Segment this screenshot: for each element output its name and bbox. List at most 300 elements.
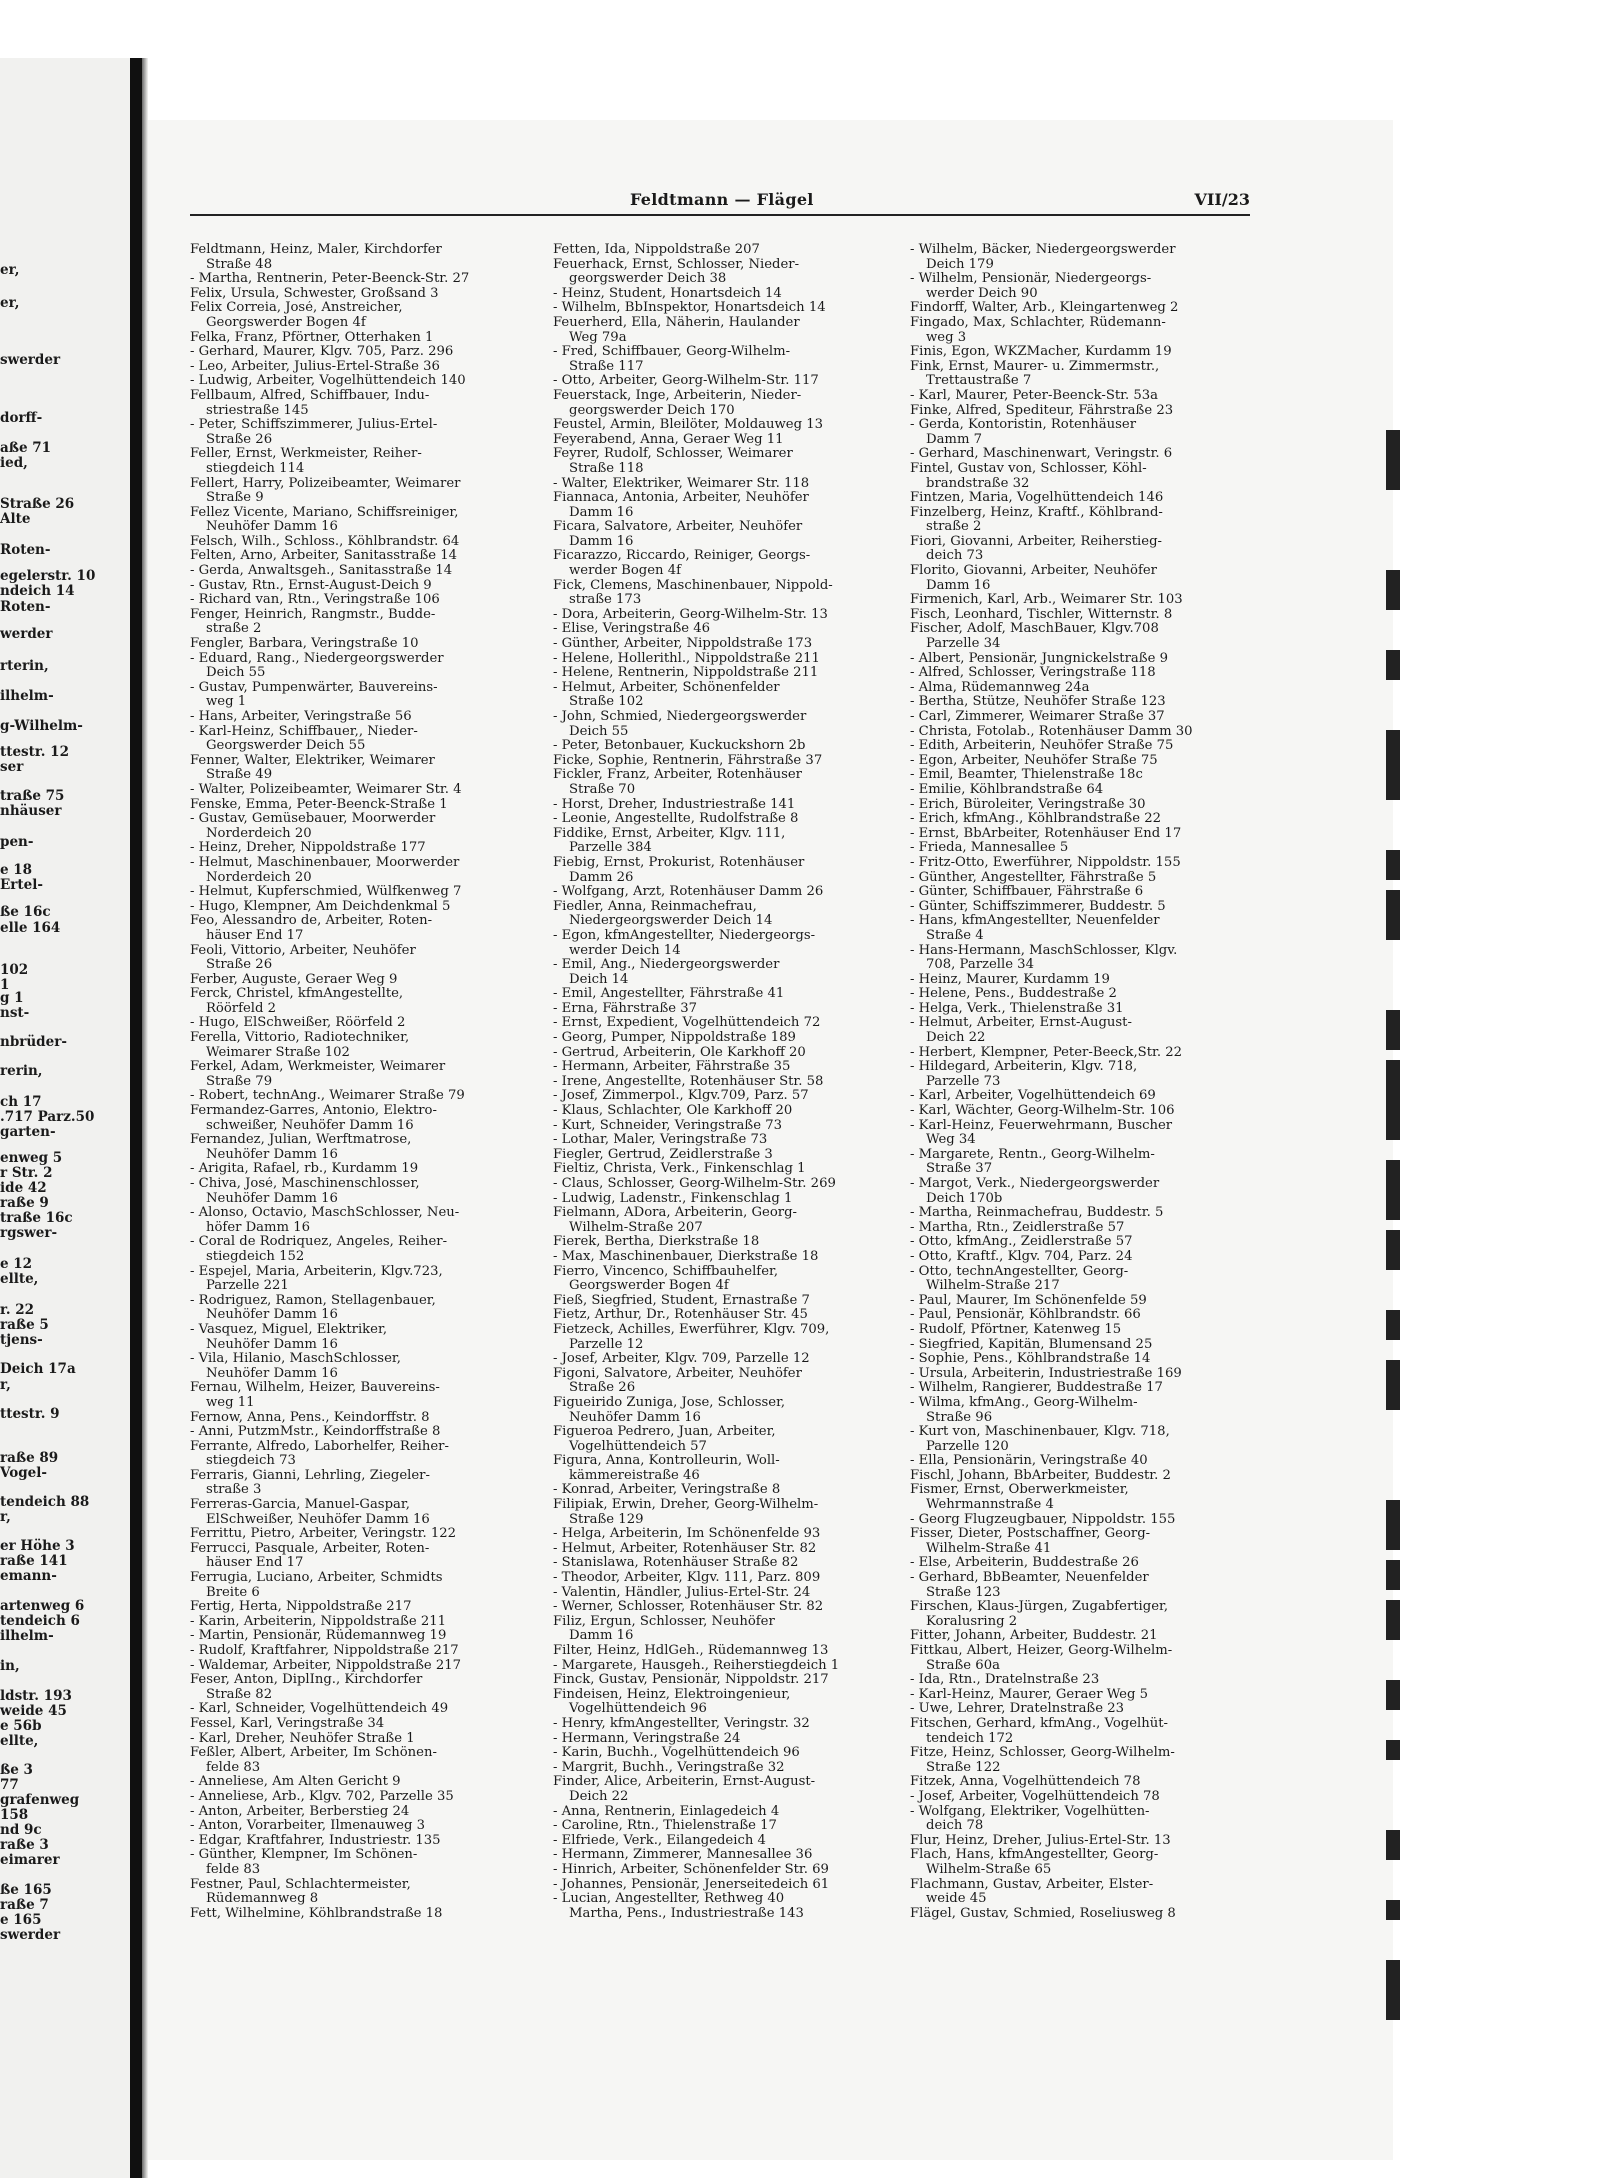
directory-entry: - Gerhard, BbBeamter, Neuenfelder bbox=[910, 1571, 1149, 1586]
directory-entry: Straße 79 bbox=[206, 1074, 273, 1089]
directory-entry: Vogelhüttendeich 57 bbox=[569, 1439, 707, 1454]
directory-entry: - Wilhelm, Rangierer, Buddestraße 17 bbox=[910, 1381, 1163, 1396]
directory-entry: Straße 9 bbox=[206, 491, 264, 506]
directory-entry: Fernow, Anna, Pens., Keindorffstr. 8 bbox=[190, 1410, 430, 1425]
adjacent-page-text: dorff- bbox=[0, 410, 43, 426]
directory-entry: Straße 26 bbox=[206, 958, 273, 973]
edge-mark bbox=[1386, 1900, 1400, 1920]
directory-entry: - Waldemar, Arbeiter, Nippoldstraße 217 bbox=[190, 1658, 462, 1673]
directory-entry: - Robert, technAng., Weimarer Straße 79 bbox=[190, 1089, 465, 1104]
directory-entry: Fietz, Arthur, Dr., Rotenhäuser Str. 45 bbox=[553, 1308, 808, 1323]
directory-entry: Fernau, Wilhelm, Heizer, Bauvereins- bbox=[190, 1381, 440, 1396]
directory-entry: - Peter, Schiffszimmerer, Julius-Ertel- bbox=[190, 418, 438, 433]
adjacent-page-text: e 56b bbox=[0, 1718, 42, 1734]
edge-mark bbox=[1386, 430, 1400, 490]
directory-entry: felde 83 bbox=[206, 1862, 261, 1877]
directory-entry: Deich 55 bbox=[569, 724, 629, 739]
adjacent-page-text: ellte, bbox=[0, 1271, 39, 1287]
edge-mark bbox=[1386, 650, 1400, 680]
edge-mark bbox=[1386, 1060, 1400, 1140]
directory-entry: - Sophie, Pens., Köhlbrandstraße 14 bbox=[910, 1352, 1151, 1367]
directory-entry: Straße 118 bbox=[569, 461, 644, 476]
directory-entry: - Gustav, Rtn., Ernst-August-Deich 9 bbox=[190, 578, 432, 593]
directory-entry: Flachmann, Gustav, Arbeiter, Elster- bbox=[910, 1877, 1154, 1892]
directory-entry: weg 11 bbox=[206, 1395, 255, 1410]
directory-entry: - Erich, kfmAng., Köhlbrandstraße 22 bbox=[910, 812, 1161, 827]
edge-mark bbox=[1386, 1680, 1400, 1710]
directory-entry: - Wilma, kfmAng., Georg-Wilhelm- bbox=[910, 1395, 1138, 1410]
directory-entry: Ferella, Vittorio, Radiotechniker, bbox=[190, 1031, 410, 1046]
directory-entry: Fessel, Karl, Veringstraße 34 bbox=[190, 1716, 385, 1731]
directory-entry: Straße 37 bbox=[926, 1162, 993, 1177]
directory-entry: Fischer, Adolf, MaschBauer, Klgv.708 bbox=[910, 622, 1159, 637]
directory-entry: - Erna, Fährstraße 37 bbox=[553, 1001, 698, 1016]
directory-entry: 708, Parzelle 34 bbox=[926, 958, 1034, 973]
directory-entry: - Ernst, BbArbeiter, Rotenhäuser End 17 bbox=[910, 826, 1182, 841]
directory-entry: - Kurt von, Maschinenbauer, Klgv. 718, bbox=[910, 1425, 1170, 1440]
directory-entry: - Christa, Fotolab., Rotenhäuser Damm 30 bbox=[910, 724, 1193, 739]
directory-entry: Parzelle 384 bbox=[569, 841, 652, 856]
directory-entry: häuser End 17 bbox=[206, 928, 304, 943]
directory-entry: Ferck, Christel, kfmAngestellte, bbox=[190, 987, 404, 1002]
directory-entry: Fetten, Ida, Nippoldstraße 207 bbox=[553, 243, 760, 257]
adjacent-page-text: .717 Parz.50 bbox=[0, 1109, 95, 1125]
directory-entry: Fintzen, Maria, Vogelhüttendeich 146 bbox=[910, 491, 1164, 506]
directory-entry: Feßler, Albert, Arbeiter, Im Schönen- bbox=[190, 1746, 437, 1761]
directory-entry: - Vasquez, Miguel, Elektriker, bbox=[190, 1322, 388, 1337]
directory-entry: Fertig, Herta, Nippoldstraße 217 bbox=[190, 1600, 412, 1615]
directory-entry: Fisch, Leonhard, Tischler, Witternstr. 8 bbox=[910, 607, 1173, 622]
edge-mark bbox=[1386, 1960, 1400, 2020]
directory-entry: - Helga, Verk., Thielenstraße 31 bbox=[910, 1001, 1124, 1016]
directory-entry: - Else, Arbeiterin, Buddestraße 26 bbox=[910, 1556, 1139, 1571]
directory-entry: - Claus, Schlosser, Georg-Wilhelm-Str. 269 bbox=[553, 1177, 836, 1191]
adjacent-page-text: emann- bbox=[0, 1568, 57, 1584]
directory-entry: Fieltiz, Christa, Verk., Finkenschlag 1 bbox=[553, 1162, 806, 1177]
directory-entry: - Egon, kfmAngestellter, Niedergeorgs- bbox=[553, 928, 816, 943]
page-number: VII/23 bbox=[1194, 190, 1250, 209]
directory-entry: - Paul, Pensionär, Köhlbrandstr. 66 bbox=[910, 1308, 1141, 1323]
directory-entry: - Karl, Dreher, Neuhöfer Straße 1 bbox=[190, 1731, 415, 1746]
directory-entry: Deich 55 bbox=[206, 666, 266, 681]
directory-entry: - Anni, PutzmMstr., Keindorffstraße 8 bbox=[190, 1425, 441, 1440]
directory-entry: - Günther, Angestellter, Fährstraße 5 bbox=[910, 870, 1157, 885]
directory-entry: Ficke, Sophie, Rentnerin, Fährstraße 37 bbox=[553, 753, 823, 768]
directory-entry: Wilhelm-Straße 41 bbox=[926, 1541, 1052, 1556]
directory-entry: - Walter, Elektriker, Weimarer Str. 118 bbox=[553, 476, 810, 491]
directory-entry: - Klaus, Schlachter, Ole Karkhoff 20 bbox=[553, 1104, 793, 1119]
directory-entry: - Gerda, Kontoristin, Rotenhäuser bbox=[910, 418, 1137, 433]
directory-entry: Neuhöfer Damm 16 bbox=[206, 1191, 338, 1206]
directory-entry: - Theodor, Arbeiter, Klgv. 111, Parz. 809 bbox=[553, 1571, 821, 1586]
directory-entry: Neuhöfer Damm 16 bbox=[206, 520, 338, 535]
directory-entry: - Gustav, Pumpenwärter, Bauvereins- bbox=[190, 680, 438, 695]
edge-mark bbox=[1386, 1600, 1400, 1640]
adjacent-page-text: garten- bbox=[0, 1124, 56, 1140]
directory-entry: - Valentin, Händler, Julius-Ertel-Str. 24 bbox=[553, 1585, 811, 1600]
adjacent-page-text: nd 9c bbox=[0, 1822, 42, 1838]
directory-entry: Norderdeich 20 bbox=[206, 870, 312, 885]
adjacent-page-text: ldstr. 193 bbox=[0, 1688, 72, 1704]
directory-entry: Norderdeich 20 bbox=[206, 826, 312, 841]
directory-entry: - Leonie, Angestellte, Rudolfstraße 8 bbox=[553, 812, 799, 827]
directory-entry: höfer Damm 16 bbox=[206, 1220, 311, 1235]
directory-entry: Damm 16 bbox=[569, 1629, 634, 1644]
directory-entry: Figura, Anna, Kontrolleurin, Woll- bbox=[553, 1454, 780, 1469]
directory-entry: - Otto, technAngestellter, Georg- bbox=[910, 1264, 1129, 1279]
directory-entry: straße 2 bbox=[926, 520, 982, 535]
directory-entry: Festner, Paul, Schlachtermeister, bbox=[190, 1877, 411, 1892]
directory-entry: Finke, Alfred, Spediteur, Fährstraße 23 bbox=[910, 403, 1174, 418]
directory-entry: Damm 16 bbox=[569, 505, 634, 520]
directory-entry: - Martha, Rtn., Zeidlerstraße 57 bbox=[910, 1220, 1125, 1235]
directory-entry: - Caroline, Rtn., Thielenstraße 17 bbox=[553, 1819, 777, 1834]
adjacent-page-text: ße 165 bbox=[0, 1882, 52, 1898]
directory-entry: - Vila, Hilanio, MaschSchlosser, bbox=[190, 1352, 401, 1367]
directory-entry: Neuhöfer Damm 16 bbox=[569, 1410, 701, 1425]
adjacent-page-text: g 1 bbox=[0, 990, 24, 1006]
directory-entry: - Frieda, Mannesallee 5 bbox=[910, 841, 1069, 856]
directory-entry: Fieß, Siegfried, Student, Ernastraße 7 bbox=[553, 1293, 810, 1308]
directory-entry: Findeisen, Heinz, Elektroingenieur, bbox=[553, 1687, 791, 1702]
directory-entry: - Alfred, Schlosser, Veringstraße 118 bbox=[910, 666, 1156, 681]
edge-mark bbox=[1386, 850, 1400, 880]
directory-entry: - Heinz, Maurer, Kurdamm 19 bbox=[910, 972, 1110, 987]
directory-entry: - John, Schmied, Niedergeorgswerder bbox=[553, 710, 807, 724]
adjacent-page-text: raße 5 bbox=[0, 1317, 49, 1333]
directory-entry: - Helmut, Maschinenbauer, Moorwerder bbox=[190, 855, 460, 870]
directory-entry: Fenger, Heinrich, Rangmstr., Budde- bbox=[190, 607, 436, 622]
directory-entry: - Fred, Schiffbauer, Georg-Wilhelm- bbox=[553, 345, 791, 360]
directory-entry: - Otto, Arbeiter, Georg-Wilhelm-Str. 117 bbox=[553, 374, 819, 389]
directory-column-3 bbox=[910, 243, 1255, 1921]
directory-entry: - Margot, Verk., Niedergeorgswerder bbox=[910, 1177, 1160, 1191]
directory-entry: Niedergeorgswerder Deich 14 bbox=[569, 914, 773, 929]
directory-entry: - Margarete, Rentn., Georg-Wilhelm- bbox=[910, 1147, 1155, 1162]
directory-entry: Filipiak, Erwin, Dreher, Georg-Wilhelm- bbox=[553, 1498, 819, 1513]
adjacent-page-text: ße 16c bbox=[0, 904, 51, 920]
directory-entry: Straße 49 bbox=[206, 768, 273, 783]
directory-entry: Fernandez, Julian, Werftmatrose, bbox=[190, 1133, 412, 1148]
directory-entry: - Erich, Büroleiter, Veringstraße 30 bbox=[910, 797, 1146, 812]
directory-entry: - Wilhelm, Bäcker, Niedergeorgswerder bbox=[910, 243, 1176, 257]
directory-entry: Feo, Alessandro de, Arbeiter, Roten- bbox=[190, 914, 433, 929]
adjacent-page-text: ser bbox=[0, 759, 24, 775]
directory-entry: - Karl, Schneider, Vogelhüttendeich 49 bbox=[190, 1702, 449, 1717]
directory-entry: häuser End 17 bbox=[206, 1556, 304, 1571]
directory-entry: Straße 122 bbox=[926, 1760, 1001, 1775]
adjacent-page-text: ttestr. 9 bbox=[0, 1406, 60, 1422]
directory-entry: - Günter, Schiffbauer, Fährstraße 6 bbox=[910, 885, 1144, 900]
directory-entry: - Wilhelm, BbInspektor, Honartsdeich 14 bbox=[553, 301, 826, 316]
directory-entry: - Margarete, Hausgeh., Reiherstiegdeich 1 bbox=[553, 1658, 840, 1673]
directory-entry: - Hildegard, Arbeiterin, Klgv. 718, bbox=[910, 1060, 1138, 1075]
directory-entry: Flach, Hans, kfmAngestellter, Georg- bbox=[910, 1848, 1159, 1863]
directory-entry: - Hermann, Veringstraße 24 bbox=[553, 1731, 741, 1746]
directory-entry: - Günther, Arbeiter, Nippoldstraße 173 bbox=[553, 637, 813, 652]
adjacent-page-text: werder bbox=[0, 626, 53, 642]
directory-entry: - Anton, Arbeiter, Berberstieg 24 bbox=[190, 1804, 410, 1819]
edge-mark bbox=[1386, 1740, 1400, 1760]
directory-entry: Fismer, Ernst, Oberwerkmeister, bbox=[910, 1483, 1129, 1498]
adjacent-page-text: enweg 5 bbox=[0, 1150, 63, 1166]
directory-entry: Fenner, Walter, Elektriker, Weimarer bbox=[190, 753, 435, 768]
directory-entry: - Helene, Pens., Buddestraße 2 bbox=[910, 987, 1117, 1002]
adjacent-page-text: grafenweg bbox=[0, 1792, 80, 1808]
edge-mark bbox=[1386, 1560, 1400, 1590]
directory-entry: - Dora, Arbeiterin, Georg-Wilhelm-Str. 13 bbox=[553, 607, 828, 622]
directory-entry: Trettaustraße 7 bbox=[926, 374, 1032, 389]
directory-entry: - Ernst, Expedient, Vogelhüttendeich 72 bbox=[553, 1016, 821, 1031]
directory-entry: - Emil, Beamter, Thielenstraße 18c bbox=[910, 768, 1143, 783]
directory-entry: Fengler, Barbara, Veringstraße 10 bbox=[190, 637, 419, 652]
directory-entry: Straße 123 bbox=[926, 1585, 1001, 1600]
directory-entry: - Otto, Kraftf., Klgv. 704, Parz. 24 bbox=[910, 1249, 1133, 1264]
directory-entry: Koralusring 2 bbox=[926, 1614, 1018, 1629]
adjacent-page-text: egelerstr. 10 bbox=[0, 568, 96, 584]
directory-entry: - Edith, Arbeiterin, Neuhöfer Straße 75 bbox=[910, 739, 1174, 754]
adjacent-page-text: raße 9 bbox=[0, 1195, 49, 1211]
adjacent-page-text: ndeich 14 bbox=[0, 583, 75, 599]
directory-entry: ElSchweißer, Neuhöfer Damm 16 bbox=[206, 1512, 430, 1527]
directory-entry: Wilhelm-Straße 217 bbox=[926, 1279, 1060, 1294]
directory-entry: Fielmann, ADora, Arbeiterin, Georg- bbox=[553, 1206, 797, 1221]
directory-entry: - Richard van, Rtn., Veringstraße 106 bbox=[190, 593, 440, 608]
adjacent-page-text: ied, bbox=[0, 455, 28, 471]
adjacent-page-text: weide 45 bbox=[0, 1703, 67, 1719]
directory-entry: Damm 26 bbox=[569, 870, 634, 885]
directory-entry: Wehrmannstraße 4 bbox=[926, 1498, 1054, 1513]
directory-entry: - Alma, Rüdemannweg 24a bbox=[910, 680, 1090, 695]
directory-entry: - Walter, Polizeibeamter, Weimarer Str. 4 bbox=[190, 782, 462, 797]
directory-entry: striestraße 145 bbox=[206, 403, 309, 418]
directory-entry: Röörfeld 2 bbox=[206, 1001, 277, 1016]
directory-entry: - Josef, Zimmerpol., Klgv.709, Parz. 57 bbox=[553, 1089, 809, 1104]
directory-entry: Fick, Clemens, Maschinenbauer, Nippold- bbox=[553, 578, 833, 593]
adjacent-page-text: 102 bbox=[0, 962, 29, 978]
directory-entry: straße 2 bbox=[206, 622, 262, 637]
adjacent-page-text: artenweg 6 bbox=[0, 1598, 85, 1614]
directory-entry: - Otto, kfmAng., Zeidlerstraße 57 bbox=[910, 1235, 1133, 1250]
directory-entry: - Edgar, Kraftfahrer, Industriestr. 135 bbox=[190, 1833, 441, 1848]
directory-entry: Feyrer, Rudolf, Schlosser, Weimarer bbox=[553, 447, 793, 462]
directory-entry: - Karin, Buchh., Vogelhüttendeich 96 bbox=[553, 1746, 800, 1761]
directory-entry: Straße 102 bbox=[569, 695, 644, 710]
directory-entry: - Helene, Rentnerin, Nippoldstraße 211 bbox=[553, 666, 819, 681]
directory-entry: - Karl-Heinz, Schiffbauer,, Nieder- bbox=[190, 724, 418, 739]
adjacent-page-text: raße 141 bbox=[0, 1553, 68, 1569]
directory-entry: deich 73 bbox=[926, 549, 984, 564]
directory-entry: Ficara, Salvatore, Arbeiter, Neuhöfer bbox=[553, 520, 803, 535]
edge-mark bbox=[1386, 1360, 1400, 1410]
directory-entry: Straße 129 bbox=[569, 1512, 644, 1527]
directory-entry: - Heinz, Dreher, Nippoldstraße 177 bbox=[190, 841, 426, 856]
directory-entry: - Anneliese, Am Alten Gericht 9 bbox=[190, 1775, 401, 1790]
directory-entry: Deich 22 bbox=[569, 1789, 629, 1804]
directory-entry: - Rodriguez, Ramon, Stellagenbauer, bbox=[190, 1293, 436, 1308]
directory-entry: Findorff, Walter, Arb., Kleingartenweg 2 bbox=[910, 301, 1179, 316]
directory-entry: Fiegler, Gertrud, Zeidlerstraße 3 bbox=[553, 1147, 773, 1162]
adjacent-page-text: raße 3 bbox=[0, 1837, 49, 1853]
edge-mark bbox=[1386, 730, 1400, 800]
adjacent-page-text: pen- bbox=[0, 834, 34, 850]
directory-entry: Feser, Anton, DiplIng., Kirchdorfer bbox=[190, 1673, 423, 1688]
directory-entry: - Paul, Maurer, Im Schönenfelde 59 bbox=[910, 1293, 1147, 1308]
directory-entry: - Helmut, Kupferschmied, Wülfkenweg 7 bbox=[190, 885, 462, 900]
directory-entry: - Wolfgang, Arzt, Rotenhäuser Damm 26 bbox=[553, 885, 824, 900]
directory-entry: Damm 16 bbox=[926, 578, 991, 593]
directory-entry: Firmenich, Karl, Arb., Weimarer Str. 103 bbox=[910, 593, 1183, 608]
directory-entry: - Irene, Angestellte, Rotenhäuser Str. 58 bbox=[553, 1074, 824, 1089]
directory-entry: weg 3 bbox=[926, 330, 967, 345]
directory-entry: - Helmut, Arbeiter, Rotenhäuser Str. 82 bbox=[553, 1541, 817, 1556]
directory-entry: - Karl-Heinz, Feuerwehrmann, Buscher bbox=[910, 1118, 1173, 1133]
directory-entry: Figoni, Salvatore, Arbeiter, Neuhöfer bbox=[553, 1366, 802, 1381]
edge-mark bbox=[1386, 890, 1400, 940]
directory-entry: - Ella, Pensionärin, Veringstraße 40 bbox=[910, 1454, 1148, 1469]
directory-entry: - Henry, kfmAngestellter, Veringstr. 32 bbox=[553, 1716, 810, 1731]
directory-entry: Felix, Ursula, Schwester, Großsand 3 bbox=[190, 286, 439, 301]
directory-entry: georgswerder Deich 170 bbox=[569, 403, 735, 418]
adjacent-page-text: 158 bbox=[0, 1807, 29, 1823]
directory-entry: - Elise, Veringstraße 46 bbox=[553, 622, 711, 637]
directory-entry: straße 3 bbox=[206, 1483, 262, 1498]
directory-entry: brandstraße 32 bbox=[926, 476, 1030, 491]
directory-entry: - Margrit, Buchh., Veringstraße 32 bbox=[553, 1760, 785, 1775]
directory-entry: - Rudolf, Pförtner, Katenweg 15 bbox=[910, 1322, 1122, 1337]
directory-entry: Fiannaca, Antonia, Arbeiter, Neuhöfer bbox=[553, 491, 809, 506]
directory-entry: Figueroa Pedrero, Juan, Arbeiter, bbox=[553, 1425, 776, 1440]
directory-entry: Breite 6 bbox=[206, 1585, 260, 1600]
directory-entry: Vogelhüttendeich 96 bbox=[569, 1702, 707, 1717]
right-edge-marks bbox=[1380, 130, 1410, 2050]
directory-entry: Figueirido Zuniga, Jose, Schlosser, bbox=[553, 1395, 786, 1410]
directory-entry: Wilhelm-Straße 65 bbox=[926, 1862, 1052, 1877]
directory-entry: - Anneliese, Arb., Klgv. 702, Parzelle 35 bbox=[190, 1789, 454, 1804]
directory-entry: - Bertha, Stütze, Neuhöfer Straße 123 bbox=[910, 695, 1166, 710]
directory-entry: Straße 70 bbox=[569, 782, 636, 797]
adjacent-page-text: in, bbox=[0, 1658, 20, 1674]
directory-entry: Fink, Ernst, Maurer- u. Zimmermstr., bbox=[910, 359, 1160, 374]
directory-entry: Fingado, Max, Schlachter, Rüdemann- bbox=[910, 315, 1166, 330]
directory-entry: Martha, Pens., Industriestraße 143 bbox=[569, 1906, 804, 1921]
directory-entry: - Helmut, Arbeiter, Schönenfelder bbox=[553, 680, 780, 695]
directory-entry: - Martin, Pensionär, Rüdemannweg 19 bbox=[190, 1629, 447, 1644]
adjacent-page-text: nbrüder- bbox=[0, 1034, 67, 1050]
directory-entry: - Lucian, Angestellter, Rethweg 40 bbox=[553, 1892, 785, 1907]
directory-entry: Weg 79a bbox=[569, 330, 627, 345]
directory-entry: Fitschen, Gerhard, kfmAng., Vogelhüt- bbox=[910, 1716, 1168, 1731]
adjacent-page-text: rerin, bbox=[0, 1063, 43, 1079]
adjacent-page-text: r Str. 2 bbox=[0, 1165, 53, 1181]
adjacent-page-text: e 18 bbox=[0, 862, 33, 878]
directory-entry: Flur, Heinz, Dreher, Julius-Ertel-Str. 13 bbox=[910, 1833, 1171, 1848]
directory-column-1 bbox=[190, 243, 535, 1921]
directory-entry: Straße 26 bbox=[206, 432, 273, 447]
directory-entry: Fischl, Johann, BbArbeiter, Buddestr. 2 bbox=[910, 1468, 1171, 1483]
directory-entry: Feldtmann, Heinz, Maler, Kirchdorfer bbox=[190, 243, 442, 257]
directory-entry: - Emil, Angestellter, Fährstraße 41 bbox=[553, 987, 785, 1002]
adjacent-page-text: Roten- bbox=[0, 599, 51, 615]
directory-entry: Fisser, Dieter, Postschaffner, Georg- bbox=[910, 1527, 1151, 1542]
directory-entry: Rüdemannweg 8 bbox=[206, 1892, 319, 1907]
directory-entry: Ferkel, Adam, Werkmeister, Weimarer bbox=[190, 1060, 446, 1075]
directory-entry: Weg 34 bbox=[926, 1133, 976, 1148]
adjacent-page-text: Roten- bbox=[0, 542, 51, 558]
directory-entry: Florito, Giovanni, Arbeiter, Neuhöfer bbox=[910, 564, 1157, 579]
directory-entry: Damm 16 bbox=[569, 534, 634, 549]
adjacent-page-text: Alte bbox=[0, 511, 31, 527]
directory-entry: - Gerhard, Maurer, Klgv. 705, Parz. 296 bbox=[190, 345, 454, 360]
directory-entry: Fellbaum, Alfred, Schiffbauer, Indu- bbox=[190, 388, 430, 403]
adjacent-page-text: 1 bbox=[0, 977, 10, 993]
adjacent-page-text: swerder bbox=[0, 1927, 61, 1943]
directory-entry: - Günter, Schiffszimmerer, Buddestr. 5 bbox=[910, 899, 1166, 914]
adjacent-page-text: rterin, bbox=[0, 658, 49, 674]
directory-entry: stiegdeich 114 bbox=[206, 461, 305, 476]
directory-entry: - Ursula, Arbeiterin, Industriestraße 169 bbox=[910, 1366, 1182, 1381]
directory-entry: - Gerhard, Maschinenwart, Veringstr. 6 bbox=[910, 447, 1173, 462]
directory-entry: Deich 170b bbox=[926, 1191, 1003, 1206]
adjacent-page-text: e 165 bbox=[0, 1912, 42, 1928]
directory-entry: Finck, Gustav, Pensionär, Nippoldstr. 217 bbox=[553, 1673, 829, 1688]
adjacent-page-text: ilhelm- bbox=[0, 688, 54, 704]
directory-entry: Flägel, Gustav, Schmied, Roseliusweg 8 bbox=[910, 1906, 1176, 1921]
directory-entry: - Elfriede, Verk., Eilangedeich 4 bbox=[553, 1833, 766, 1848]
adjacent-page-strip bbox=[0, 58, 130, 2178]
adjacent-page-text: er, bbox=[0, 295, 20, 311]
directory-entry: - Lothar, Maler, Veringstraße 73 bbox=[553, 1133, 768, 1148]
adjacent-page-text: raße 89 bbox=[0, 1450, 59, 1466]
directory-entry: Ferrante, Alfredo, Laborhelfer, Reiher- bbox=[190, 1439, 449, 1454]
directory-entry: - Anna, Rentnerin, Einlagedeich 4 bbox=[553, 1804, 780, 1819]
adjacent-page-text: Deich 17a bbox=[0, 1361, 76, 1377]
directory-entry: - Hans, Arbeiter, Veringstraße 56 bbox=[190, 710, 412, 724]
directory-entry: Ferber, Auguste, Geraer Weg 9 bbox=[190, 972, 398, 987]
directory-entry: deich 78 bbox=[926, 1819, 984, 1834]
directory-entry: Ferrittu, Pietro, Arbeiter, Veringstr. 122 bbox=[190, 1527, 457, 1542]
directory-entry: Georgswerder Bogen 4f bbox=[206, 315, 366, 330]
directory-entry: Felka, Franz, Pförtner, Otterhaken 1 bbox=[190, 330, 434, 345]
directory-entry: - Carl, Zimmerer, Weimarer Straße 37 bbox=[910, 710, 1165, 724]
adjacent-page-text: eimarer bbox=[0, 1852, 60, 1868]
directory-entry: Feustel, Armin, Bleilöter, Moldauweg 13 bbox=[553, 418, 824, 433]
directory-entry: werder Bogen 4f bbox=[569, 564, 681, 579]
directory-entry: Wilhelm-Straße 207 bbox=[569, 1220, 703, 1235]
directory-entry: - Karin, Arbeiterin, Nippoldstraße 211 bbox=[190, 1614, 447, 1629]
directory-entry: - Max, Maschinenbauer, Dierkstraße 18 bbox=[553, 1249, 819, 1264]
directory-entry: Weimarer Straße 102 bbox=[206, 1045, 350, 1060]
directory-entry: Feoli, Vittorio, Arbeiter, Neuhöfer bbox=[190, 943, 416, 958]
directory-entry: Straße 48 bbox=[206, 257, 273, 272]
directory-entry: Filiz, Ergun, Schlosser, Neuhöfer bbox=[553, 1614, 775, 1629]
page-header bbox=[190, 188, 1250, 214]
directory-entry: Parzelle 12 bbox=[569, 1337, 644, 1352]
directory-entry: - Heinz, Student, Honartsdeich 14 bbox=[553, 286, 782, 301]
directory-entry: - Egon, Arbeiter, Neuhöfer Straße 75 bbox=[910, 753, 1158, 768]
directory-entry: werder Deich 14 bbox=[569, 943, 681, 958]
directory-entry: georgswerder Deich 38 bbox=[569, 272, 727, 287]
edge-mark bbox=[1386, 1230, 1400, 1270]
adjacent-page-text: g-Wilhelm- bbox=[0, 718, 83, 734]
directory-entry: Straße 96 bbox=[926, 1410, 993, 1425]
directory-entry: Fietzeck, Achilles, Ewerführer, Klgv. 709, bbox=[553, 1322, 830, 1337]
directory-entry: Fintel, Gustav von, Schlosser, Köhl- bbox=[910, 461, 1147, 476]
directory-entry: stiegdeich 73 bbox=[206, 1454, 296, 1469]
directory-entry: Ferreras-Garcia, Manuel-Gaspar, bbox=[190, 1498, 410, 1513]
directory-entry: - Hinrich, Arbeiter, Schönenfelder Str. 69 bbox=[553, 1862, 829, 1877]
directory-entry: - Coral de Rodriquez, Angeles, Reiher- bbox=[190, 1235, 448, 1250]
